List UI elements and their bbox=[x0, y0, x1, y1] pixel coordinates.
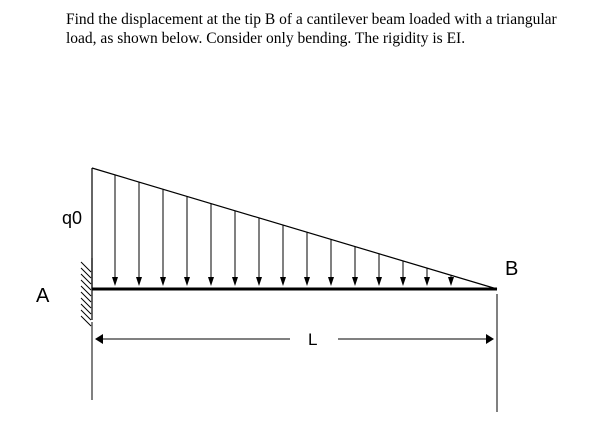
hatch-mark bbox=[81, 292, 91, 302]
hatch-mark bbox=[81, 268, 91, 278]
load-arrow bbox=[280, 225, 286, 286]
hatch-mark bbox=[81, 316, 91, 326]
load-arrow bbox=[160, 189, 166, 286]
wall-hatching bbox=[81, 262, 91, 326]
load-label-q0: q0 bbox=[62, 208, 83, 228]
hatch-mark bbox=[81, 298, 91, 308]
load-arrow bbox=[448, 275, 454, 286]
load-arrow bbox=[424, 268, 430, 286]
length-label: L bbox=[308, 330, 318, 349]
load-arrows bbox=[112, 175, 454, 286]
hatch-mark bbox=[81, 280, 91, 290]
load-arrow bbox=[136, 182, 142, 286]
load-arrow bbox=[328, 239, 334, 286]
triangular-load bbox=[92, 168, 497, 289]
load-arrow bbox=[376, 254, 382, 286]
hatch-mark bbox=[81, 304, 91, 314]
load-arrow bbox=[208, 204, 214, 286]
load-arrow bbox=[232, 211, 238, 286]
problem-line-2: load, as shown below. Consider only bending. The rigidity is EI. bbox=[66, 30, 466, 47]
point-a-label: A bbox=[36, 285, 50, 307]
load-arrow bbox=[400, 261, 406, 286]
hatch-mark bbox=[81, 286, 91, 296]
load-arrow bbox=[256, 218, 262, 286]
hatch-mark bbox=[81, 310, 91, 320]
load-arrow bbox=[112, 175, 118, 286]
problem-line-1: Find the displacement at the tip B of a cantilever beam loaded with a triangular bbox=[66, 11, 557, 28]
load-arrow bbox=[184, 196, 190, 286]
load-top-edge bbox=[92, 168, 497, 289]
fixed-support bbox=[81, 258, 92, 326]
hatch-mark bbox=[81, 262, 91, 272]
point-b-label: B bbox=[505, 258, 519, 280]
load-arrow bbox=[304, 232, 310, 286]
hatch-mark bbox=[81, 274, 91, 284]
load-arrow bbox=[352, 247, 358, 286]
